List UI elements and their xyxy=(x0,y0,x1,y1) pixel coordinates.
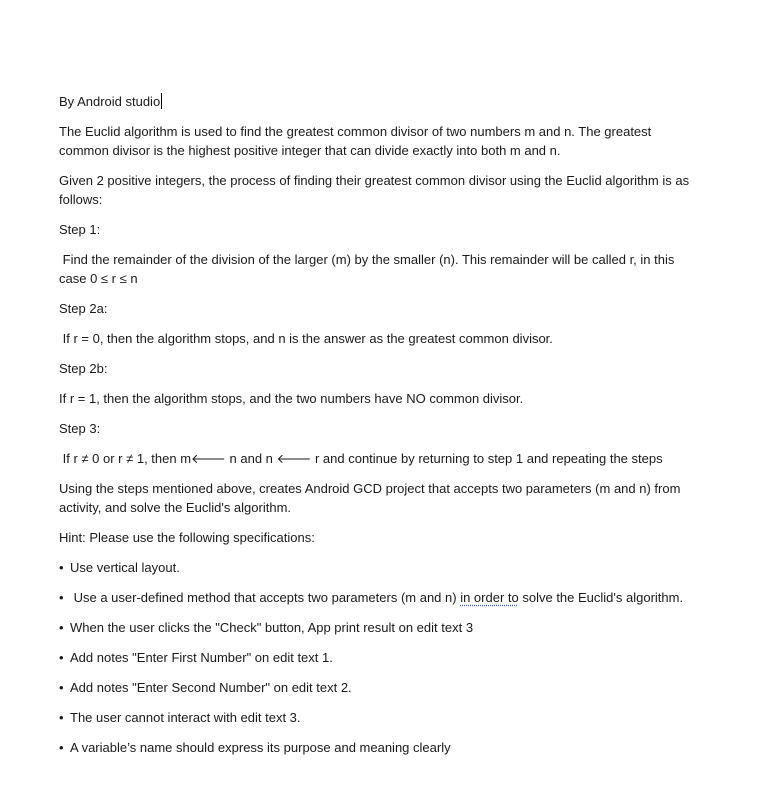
bullet-icon: • xyxy=(59,560,64,575)
intro-paragraph-2: Given 2 positive integers, the process of finding their greatest common divisor using the Euclid algorithm is as follows: xyxy=(59,173,693,207)
bullet-icon: • xyxy=(59,680,64,695)
step2b-text: If r = 1, then the algorithm stops, and the two numbers have NO common divisor. xyxy=(59,391,524,406)
step3-text: If r ≠ 0 or r ≠ 1, then m🡐 n and n 🡐 r and continue by returning to step 1 and repeating the steps xyxy=(59,451,663,466)
intro-paragraph-1: The Euclid algorithm is used to find the greatest common divisor of two numbers m and n. The greatest common divisor is the highest positive integer that can divide exactly into both m and n. xyxy=(59,124,655,158)
doc-title: By Android studio xyxy=(59,94,161,109)
bullet-item-3 xyxy=(59,618,699,637)
step2a-text: If r = 0, then the algorithm stops, and n is the answer as the greatest common divisor. xyxy=(59,331,553,346)
grammar-flag-phrase[interactable]: in order to xyxy=(460,590,519,605)
text-cursor xyxy=(161,93,162,109)
bullet-text: Use vertical layout. xyxy=(70,560,180,575)
step2b-title: Step 2b: xyxy=(59,361,108,376)
document-page[interactable] xyxy=(59,92,699,768)
bullet-icon: • xyxy=(59,620,64,635)
bullet-text-post: solve the Euclid's algorithm. xyxy=(518,590,684,605)
bullet-text: Add notes "Enter Second Number" on edit text 2. xyxy=(70,680,352,695)
bullet-item-6 xyxy=(59,708,699,727)
step3-title: Step 3: xyxy=(59,421,101,436)
bullet-icon: • xyxy=(59,590,64,605)
bullet-text: The user cannot interact with edit text 3. xyxy=(70,710,301,725)
bullet-item-4 xyxy=(59,648,699,667)
bullet-text-pre: Use a user-defined method that accepts two parameters (m and n) xyxy=(70,590,461,605)
hint-paragraph: Hint: Please use the following specifications: xyxy=(59,530,315,545)
bullet-item-1 xyxy=(59,558,699,577)
bullet-item-5 xyxy=(59,678,699,697)
doc-title-paragraph[interactable] xyxy=(59,92,699,111)
bullet-text: Add notes "Enter First Number" on edit text 1. xyxy=(70,650,333,665)
bullet-item-7 xyxy=(59,738,699,757)
bullet-item-2 xyxy=(59,588,699,607)
step2a-title: Step 2a: xyxy=(59,301,108,316)
bullet-text: When the user clicks the "Check" button, App print result on edit text 3 xyxy=(70,620,474,635)
bullet-icon: • xyxy=(59,650,64,665)
step1-title: Step 1: xyxy=(59,222,101,237)
bullet-icon: • xyxy=(59,710,64,725)
step1-text: Find the remainder of the division of the larger (m) by the smaller (n). This remainder will be called r, in this case 0 ≤ r ≤ n xyxy=(59,252,678,286)
task-paragraph: Using the steps mentioned above, creates Android GCD project that accepts two parameters (m and n) from activity, and solve the Euclid's algorithm. xyxy=(59,481,685,515)
bullet-icon: • xyxy=(59,740,64,755)
bullet-text: A variable’s name should express its purpose and meaning clearly xyxy=(70,740,451,755)
